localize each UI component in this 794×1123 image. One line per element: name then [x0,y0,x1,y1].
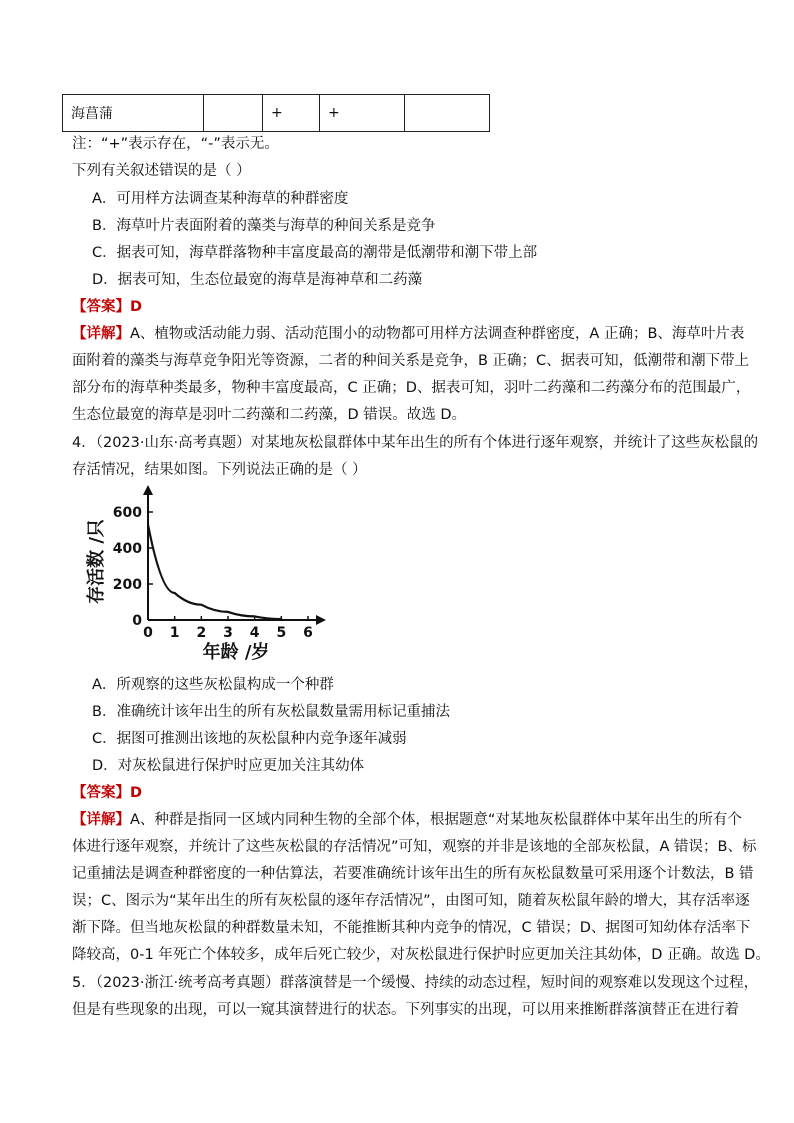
table-row [63,95,490,132]
x-tick-label: 2 [196,625,207,641]
detail-line: 渐下降。但当地灰松鼠的种群数量未知，不能推断其种内竞争的情况，C 错误；D、据图可知幼体存活率下 [72,920,751,936]
y-tick-label: 400 [112,541,142,557]
detail-line [72,810,742,830]
y-tick-label: 600 [112,505,142,521]
detail-line [72,324,744,344]
option-b: B．海草叶片表面附着的藻类与海草的种间关系是竞争 [92,218,436,234]
y-axis-label: 存活数 /只 [86,519,107,604]
detail-text: A、种群是指同一区域内同种生物的全部个体，根据题意“对某地灰松鼠群体中某年出生的所有个 [130,812,742,828]
detail-line: 面附着的藻类与海草竞争阳光等资源，二者的种间关系是竞争，B 正确；C、据表可知，低潮带和潮下带上 [72,353,750,369]
detail-line: 降较高，0-1 年死亡个体较多，成年后死亡较少，对灰松鼠进行保护时应更加关注其幼体，D 正确。故选 D。 [72,947,770,963]
detail-line: 记重捕法是调查种群密度的一种估算法，若要准确统计该年出生的所有灰松鼠数量可采用逐个计数法，B 错 [72,866,754,882]
y-tick-label: 200 [112,577,142,593]
question-stem: 5．（2023·浙江·统考高考真题）群落演替是一个缓慢、持续的动态过程，短时间的观察难以发现这个过程， [72,975,759,991]
x-axis-label: 年龄 /岁 [202,642,270,663]
detail-label: 【详解】 [72,812,130,828]
x-tick-label: 6 [303,625,313,641]
survival-curve [148,525,281,620]
answer-label: 【答案】 [72,785,130,801]
option-b: B．准确统计该年出生的所有灰松鼠数量需用标记重捕法 [92,704,450,720]
x-axis-arrow [316,615,326,625]
answer-line [72,297,142,317]
chart-axes [143,485,326,625]
chart-series [148,525,282,620]
option-c: C．据图可推测出该地的灰松鼠种内竞争逐年减弱 [92,731,407,747]
detail-line: 体进行逐年观察，并统计了这些灰松鼠的存活情况”可知，观察的并非是该地的全部灰松鼠，A 错误；B、标 [72,839,757,855]
question-stem: 但是有些现象的出现，可以一窥其演替进行的状态。下列事实的出现，可以用来推断群落演替正在进行着 [72,1002,739,1018]
x-tick-label: 3 [223,625,233,641]
table-cell: + [320,95,405,132]
answer-line [72,783,142,803]
table-note: 注：“+”表示存在，“-”表示无。 [72,136,279,152]
answer-value: D [130,785,143,801]
x-tick-label: 1 [169,625,180,641]
option-c: C．据表可知，海草群落物种丰富度最高的潮带是低潮带和潮下带上部 [92,245,538,261]
x-tick-label: 0 [143,625,153,641]
detail-line: 部分布的海草种类最多，物种丰富度最高，C 正确；D、据表可知，羽叶二药藻和二药藻分布的范围最广， [72,380,751,396]
x-tick-label: 5 [276,625,287,641]
answer-label: 【答案】 [72,299,130,315]
table-cell [405,95,490,132]
detail-line: 误；C、图示为“某年出生的所有灰松鼠的逐年存活情况”，由图可知，随着灰松鼠年龄的增大，其存活率逐 [72,893,750,909]
y-axis-arrow [143,485,153,495]
option-a: A．可用样方法调查某种海草的种群密度 [92,191,349,207]
x-tick-label: 4 [249,625,260,641]
seaweed-distribution-table [62,94,490,132]
detail-line: 生态位最宽的海草是羽叶二药藻和二药藻，D 错误。故选 D。 [72,407,467,423]
answer-value: D [130,299,143,315]
option-d: D．据表可知，生态位最宽的海草是海神草和二药藻 [92,272,423,288]
detail-label: 【详解】 [72,326,130,342]
option-d: D．对灰松鼠进行保护时应更加关注其幼体 [92,758,365,774]
detail-text: A、植物或活动能力弱、活动范围小的动物都可用样方法调查种群密度，A 正确；B、海草叶片表 [130,326,745,342]
question-stem: 下列有关叙述错误的是（ ） [72,163,251,179]
y-tick-label: 0 [132,613,142,629]
survival-line-chart [70,484,330,664]
table-cell: 海菖蒲 [63,95,204,132]
option-a: A．所观察的这些灰松鼠构成一个种群 [92,677,334,693]
question-stem: 存活情况，结果如图。下列说法正确的是（ ） [72,462,367,478]
question-stem: 4．（2023·山东·高考真题）对某地灰松鼠群体中某年出生的所有个体进行逐年观察，并统计了这些灰松鼠的 [72,435,759,451]
table-cell: + [263,95,320,132]
table-cell [204,95,263,132]
